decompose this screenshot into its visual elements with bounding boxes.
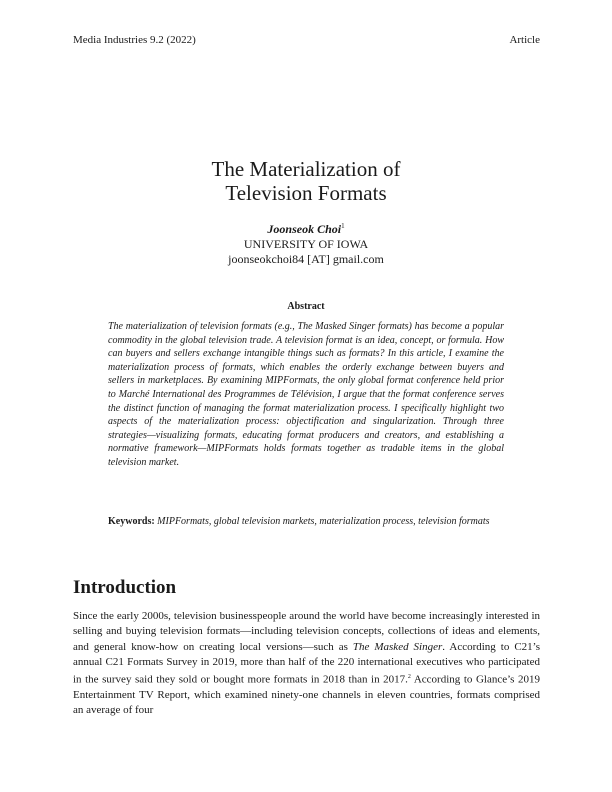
intro-text-part-3: According to Glance’s 2019 Entertainment TV Report, which examined ninety-one channels in eleven countries, formats comprised an average of four bbox=[73, 673, 540, 717]
keywords-block bbox=[108, 515, 504, 529]
intro-show-title: The Masked Singer bbox=[352, 640, 443, 653]
article-type-label: Article bbox=[509, 34, 540, 46]
author-email: joonseokchoi84 [AT] gmail.com bbox=[228, 252, 384, 266]
section-heading-introduction: Introduction bbox=[73, 577, 177, 598]
author-footnote-marker[interactable]: 1 bbox=[341, 222, 345, 230]
intro-text-part-1: Since the early 2000s, television businesspeople around the world have become increasingly interested in selling and buying television formats—including television concepts, collections of ideas and elements, and general know-how on creating local versions—such as bbox=[73, 610, 540, 653]
author-name: Joonseok Choi bbox=[267, 222, 342, 236]
title-line-2: Television Formats bbox=[225, 181, 387, 205]
author-line bbox=[0, 219, 612, 237]
author-block bbox=[0, 219, 612, 267]
intro-text-part-2: . According to C21’s annual C21 Formats Survey in 2019, more than half of the 220 international executives who participated in the survey said they sold or bought more formats in 2018 than in 2017. bbox=[73, 640, 540, 686]
title-line-1: The Materialization of bbox=[211, 157, 401, 181]
keywords-text: MIPFormats, global television markets, materialization process, television formats bbox=[157, 516, 490, 527]
keywords-label: Keywords: bbox=[108, 516, 155, 527]
intro-footnote-marker[interactable]: 2 bbox=[407, 674, 411, 681]
journal-header: Media Industries 9.2 (2022) bbox=[73, 34, 196, 46]
author-affiliation: UNIVERSITY OF IOWA bbox=[243, 237, 369, 251]
abstract-heading: Abstract bbox=[287, 301, 325, 312]
introduction-paragraph bbox=[73, 609, 540, 719]
abstract-text: The materialization of television formats (e.g., The Masked Singer formats) has become a popular commodity in the global television trade. A television format is an idea, concept, or formula. How can buyers and sellers exchange intangible things such as formats? In this article, I examine the materialization process of formats, which enables the orderly exchange between buyers and sellers in marketplaces. By examining MIPFormats, the only global format conference held prior to Marché International des Programmes de Télévision, I argue that the format conference serves the distinct function of managing the format materialization process. I specifically highlight two aspects of the materialization process: objectification and singularization. Through three strategies—visualizing formats, educating format producers and creators, and establishing a normative framework—MIPFormats holds formats together as tradable items in the global television market. bbox=[108, 321, 504, 468]
article-title bbox=[0, 157, 612, 205]
